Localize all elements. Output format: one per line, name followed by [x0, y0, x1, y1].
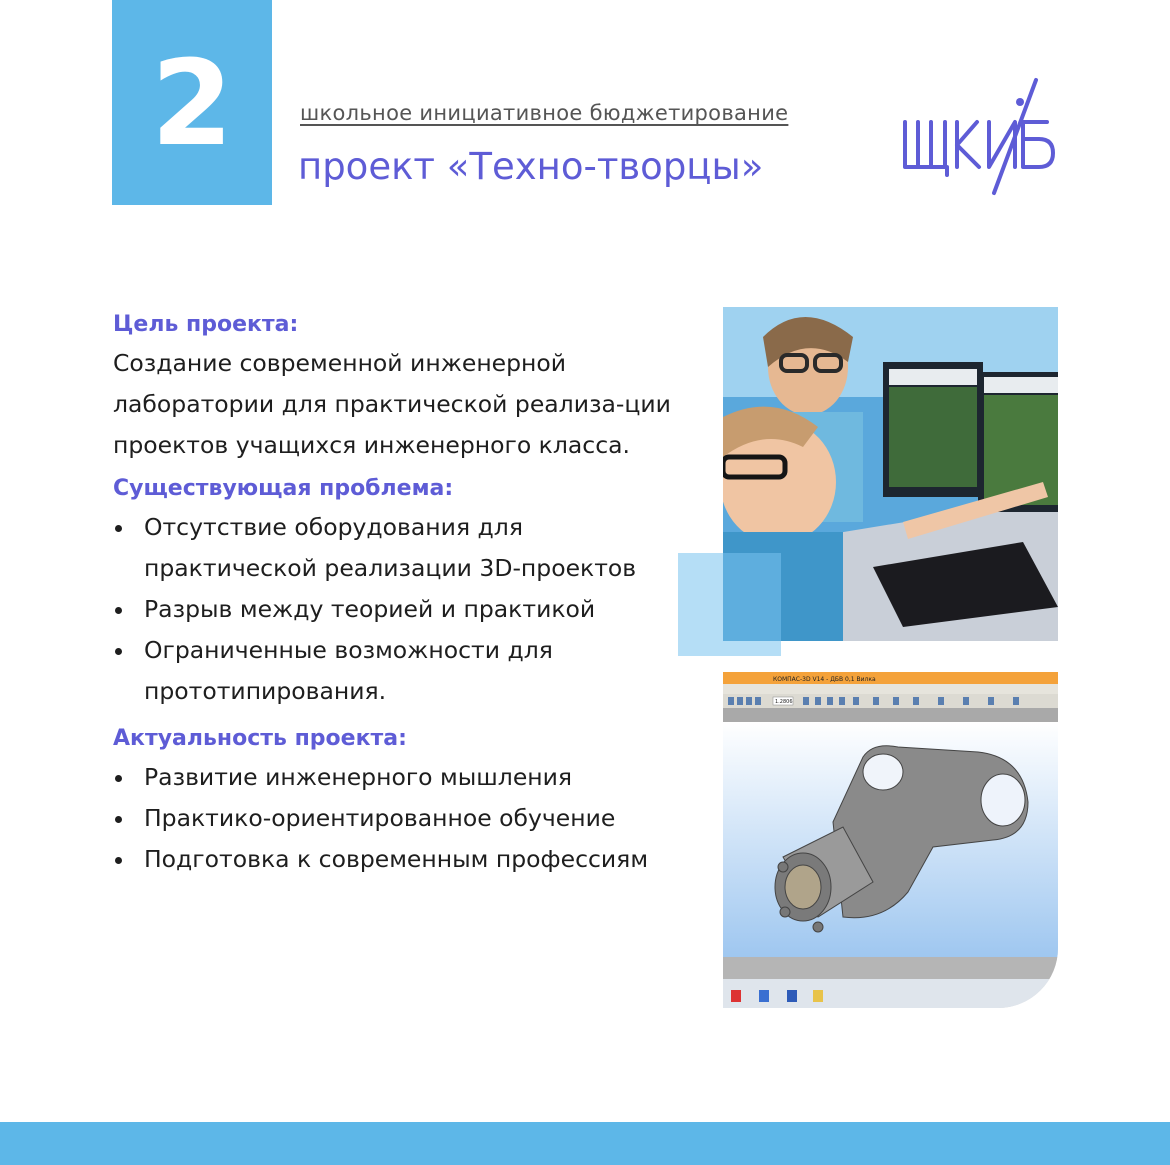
shkib-logo — [897, 75, 1062, 200]
page-subtitle: школьное инициативное бюджетирование — [300, 101, 789, 125]
list-item: Практико-ориентированное обучение — [113, 798, 688, 839]
page-title: проект «Техно-творцы» — [298, 145, 764, 188]
page-number: 2 — [150, 33, 234, 172]
list-item: Подготовка к современным профессиям — [113, 839, 688, 880]
list-item: Ограниченные возможности для прототипирования. — [113, 630, 688, 712]
relevance-list — [113, 757, 688, 880]
goal-heading: Цель проекта: — [113, 312, 299, 337]
cad-screenshot — [723, 672, 1058, 1008]
footer-bar — [0, 1122, 1170, 1165]
problem-heading: Существующая проблема: — [113, 476, 454, 501]
list-item: Разрыв между теорией и практикой — [113, 589, 688, 630]
list-item: Отсутствие оборудования для практической реализации 3D-проектов — [113, 507, 688, 589]
problem-list — [113, 507, 688, 712]
list-item: Развитие инженерного мышления — [113, 757, 688, 798]
content-column — [113, 312, 688, 894]
accent-square — [678, 553, 781, 656]
relevance-heading: Актуальность проекта: — [113, 726, 407, 751]
page-number-box — [112, 0, 272, 205]
cad-screenshot-illustration — [723, 672, 1058, 1008]
cad-window-title: КОМПАС-3D V14 - ДБВ 0,1 Вилка — [773, 676, 876, 683]
cad-zoom-value: 1.2806 — [775, 699, 793, 705]
goal-text: Создание современной инженерной лаборатории для практической реализа-ции проектов учащихся инженерного класса. — [113, 349, 671, 459]
